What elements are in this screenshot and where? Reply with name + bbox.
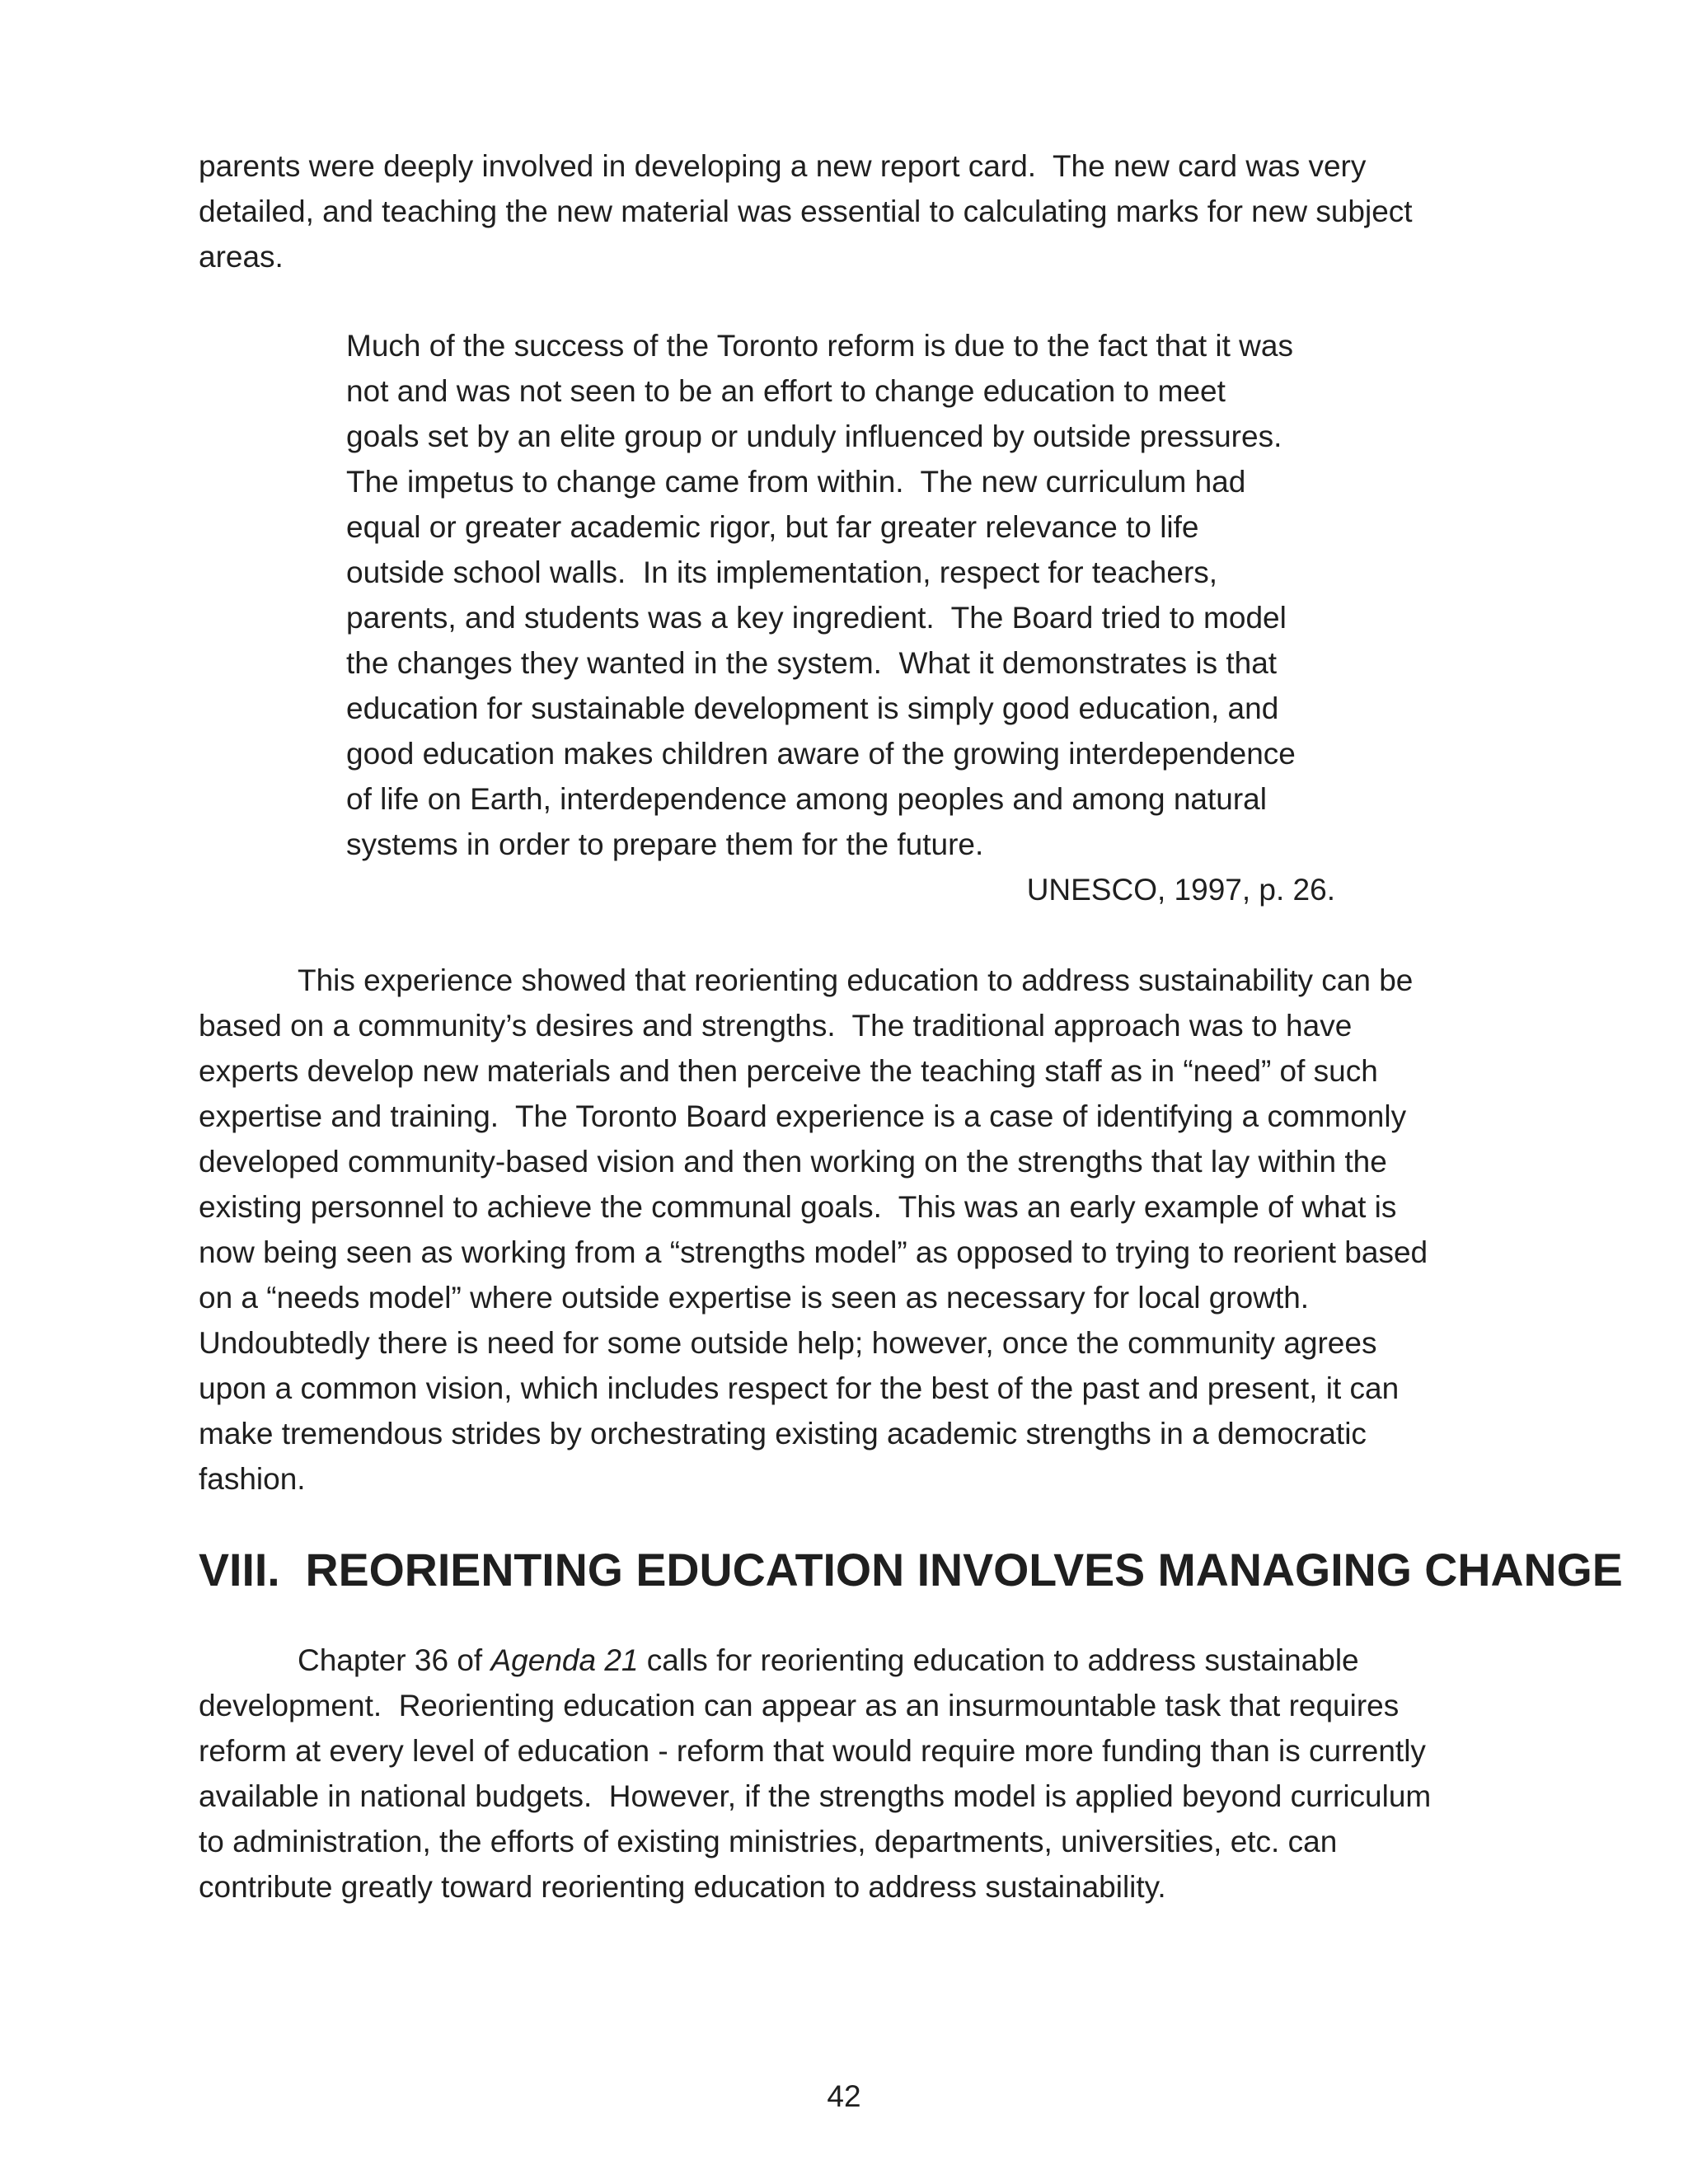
text-line: existing personnel to achieve the communal goals. This was an early example of what is (199, 1190, 1397, 1224)
quote-line: not and was not seen to be an effort to change education to meet (346, 374, 1226, 408)
quote-line: good education makes children aware of the growing interdependence (346, 737, 1296, 771)
text-line (298, 1643, 1359, 1679)
text-line: areas. (199, 240, 284, 274)
quote-line: equal or greater academic rigor, but far greater relevance to life (346, 510, 1199, 544)
quote-line: goals set by an elite group or unduly influenced by outside pressures. (346, 419, 1282, 453)
text-line: to administration, the efforts of existing ministries, departments, universities, etc. can (199, 1825, 1338, 1858)
text-line: now being seen as working from a “strengths model” as opposed to trying to reorient based (199, 1235, 1428, 1269)
italic-title: Agenda 21 (490, 1643, 639, 1677)
page-number: 42 (827, 2079, 861, 2113)
text-line: Undoubtedly there is need for some outside help; however, once the community agrees (199, 1326, 1377, 1360)
text-line: development. Reorienting education can appear as an insurmountable task that requires (199, 1689, 1400, 1722)
text-line: detailed, and teaching the new material was essential to calculating marks for new subject (199, 194, 1413, 228)
text-line: fashion. (199, 1462, 306, 1496)
quote-line: Much of the success of the Toronto reform is due to the fact that it was (346, 329, 1293, 363)
text-line: reform at every level of education - reform that would require more funding than is currently (199, 1734, 1426, 1768)
text-line: parents were deeply involved in developing a new report card. The new card was very (199, 149, 1367, 183)
text-line: available in national budgets. However, if the strengths model is applied beyond curriculum (199, 1779, 1432, 1813)
text-line: contribute greatly toward reorienting education to address sustainability. (199, 1870, 1166, 1904)
text-line: This experience showed that reorienting education to address sustainability can be (298, 963, 1414, 997)
text-line: developed community-based vision and then working on the strengths that lay within the (199, 1145, 1387, 1179)
text-line: make tremendous strides by orchestrating existing academic strengths in a democratic (199, 1417, 1367, 1451)
quote-line: education for sustainable development is simply good education, and (346, 691, 1279, 725)
quote-line: the changes they wanted in the system. What it demonstrates is that (346, 646, 1278, 680)
quote-line: parents, and students was a key ingredient. The Board tried to model (346, 601, 1287, 635)
quote-line: outside school walls. In its implementation, respect for teachers, (346, 555, 1218, 589)
quote-line: The impetus to change came from within. The new curriculum had (346, 465, 1246, 499)
quote-line: of life on Earth, interdependence among peoples and among natural (346, 782, 1267, 816)
quote-citation: UNESCO, 1997, p. 26. (1026, 873, 1335, 907)
text-line: based on a community’s desires and strengths. The traditional approach was to have (199, 1009, 1353, 1043)
section-heading: VIII. REORIENTING EDUCATION INVOLVES MANAGING CHANGE (199, 1544, 1623, 1596)
text-line: on a “needs model” where outside expertise is seen as necessary for local growth. (199, 1281, 1310, 1315)
text-line: expertise and training. The Toronto Board experience is a case of identifying a commonly (199, 1099, 1407, 1133)
text-line: experts develop new materials and then perceive the teaching staff as in “need” of such (199, 1054, 1378, 1088)
text-line: upon a common vision, which includes respect for the best of the past and present, it can (199, 1371, 1400, 1405)
text-run: Chapter 36 of (298, 1643, 491, 1677)
quote-line: systems in order to prepare them for the future. (346, 827, 984, 861)
text-run: calls for reorienting education to address sustainable (638, 1643, 1359, 1677)
